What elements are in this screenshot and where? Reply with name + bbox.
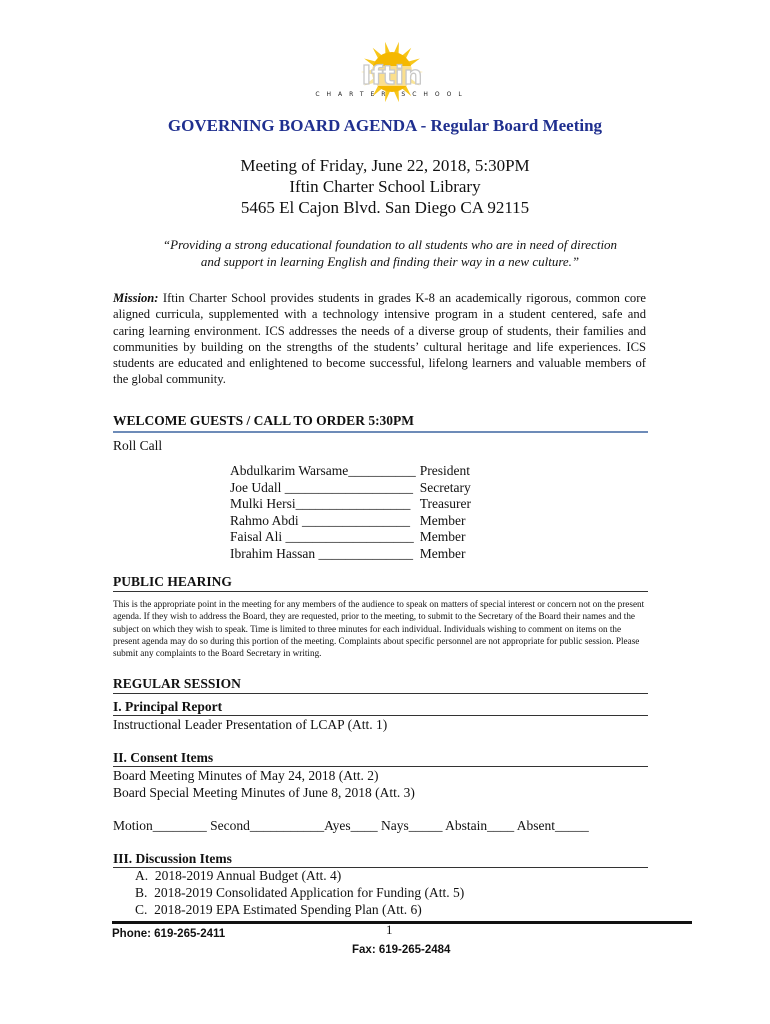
member-role: Member [419, 545, 466, 561]
consent-items-heading: II. Consent Items [113, 750, 214, 765]
divider [113, 715, 648, 716]
table-row [230, 496, 475, 513]
list-item [135, 902, 422, 918]
list-text: 2018-2019 EPA Estimated Spending Plan (Att. 6) [154, 902, 422, 917]
consent-item: Board Meeting Minutes of May 24, 2018 (Att. 2) [113, 768, 379, 783]
mission-text: Iftin Charter School provides students in grades K-8 an academically rigorous, common core aligned curricula, supplemented with a technology intensive program in a student centered, safe and caring learning environment. ICS addresses the needs of a diverse group of students, their families and communities by building on the strengths of the students’ cultural heritage and life experiences. ICS students are educated and enlightened to become successful, lifelong learners and valuable members of the global community. [113, 291, 646, 387]
member-role: Treasurer [419, 496, 472, 512]
member-role: Secretary [419, 479, 471, 495]
member-role: Member [419, 512, 466, 528]
member-name: Ibrahim Hassan ______________ [230, 545, 413, 561]
member-name: Rahmo Abdi ________________ [230, 512, 411, 528]
member-name: Joe Udall ___________________ [230, 479, 413, 495]
principal-report-item: Instructional Leader Presentation of LCAP (Att. 1) [113, 717, 388, 732]
list-text: 2018-2019 Annual Budget (Att. 4) [154, 868, 342, 883]
list-item [135, 868, 341, 884]
table-row [230, 513, 475, 530]
quote-line-1: “Providing a strong educational foundation to all students who are in need of direction [162, 237, 618, 252]
welcome-heading: WELCOME GUESTS / CALL TO ORDER 5:30PM [113, 413, 415, 428]
logo-subtitle: CHARTER SCHOOL [315, 91, 469, 98]
footer-rule [112, 921, 692, 924]
list-item [135, 885, 464, 901]
roll-call-table [230, 463, 475, 563]
public-hearing-text: This is the appropriate point in the meeting for any members of the audience to speak on matters of special interest or concern not on the present agenda. If they wish to address the Board, they are requested, prior to the meeting, to submit to the Secretary of the Board their names and the subject on which they wish to speak. Time is limited to three minutes for each individual. Individuals wishing to comment on items on the present agenda may do so during this portion of the meeting. Complaints about specific personnel are not appropriate for public session. Please submit any complaints to the Board Secretary in writing. [113, 599, 645, 659]
list-text: 2018-2019 Consolidated Application for Funding (Att. 5) [154, 885, 465, 900]
member-name: Mulki Hersi_________________ [230, 496, 411, 512]
member-role: President [419, 463, 471, 478]
divider [113, 591, 648, 592]
sun-logo-icon [295, 42, 490, 102]
mission-label: Mission: [113, 291, 159, 305]
footer-fax: Fax: 619-265-2484 [352, 944, 451, 956]
footer-phone: Phone: 619-265-2411 [112, 928, 226, 940]
page-number: 1 [386, 922, 393, 937]
meeting-location: Iftin Charter School Library [289, 177, 481, 196]
table-row [230, 463, 475, 480]
meeting-date: Meeting of Friday, June 22, 2018, 5:30PM [240, 156, 530, 175]
consent-item: Board Special Meeting Minutes of June 8, 2018 (Att. 3) [113, 785, 415, 800]
mission-paragraph [113, 290, 646, 388]
list-letter: B. [135, 885, 148, 900]
table-row [230, 546, 475, 563]
quote-line-2: and support in learning English and finding their way in a new culture.” [200, 254, 580, 269]
logo-text: Iftin [361, 61, 423, 91]
regular-session-heading: REGULAR SESSION [113, 676, 241, 691]
list-letter: C. [135, 902, 148, 917]
meeting-address: 5465 El Cajon Blvd. San Diego CA 92115 [240, 198, 530, 217]
agenda-title: GOVERNING BOARD AGENDA - Regular Board Meeting [167, 116, 603, 135]
member-role: Member [419, 529, 466, 545]
public-hearing-heading: PUBLIC HEARING [113, 574, 232, 589]
member-name: Faisal Ali ___________________ [230, 529, 414, 545]
list-letter: A. [135, 868, 149, 883]
divider [113, 431, 648, 433]
vote-line: Motion________ Second___________Ayes____ Nays_____ Abstain____ Absent_____ [113, 818, 589, 833]
principal-report-heading: I. Principal Report [113, 699, 223, 714]
divider [113, 766, 648, 767]
discussion-items-heading: III. Discussion Items [113, 851, 232, 866]
divider [113, 693, 648, 694]
table-row [230, 529, 475, 546]
table-row [230, 480, 475, 497]
roll-call-label: Roll Call [113, 438, 163, 453]
school-logo [295, 42, 490, 102]
member-name: Abdulkarim Warsame__________ [230, 463, 416, 478]
